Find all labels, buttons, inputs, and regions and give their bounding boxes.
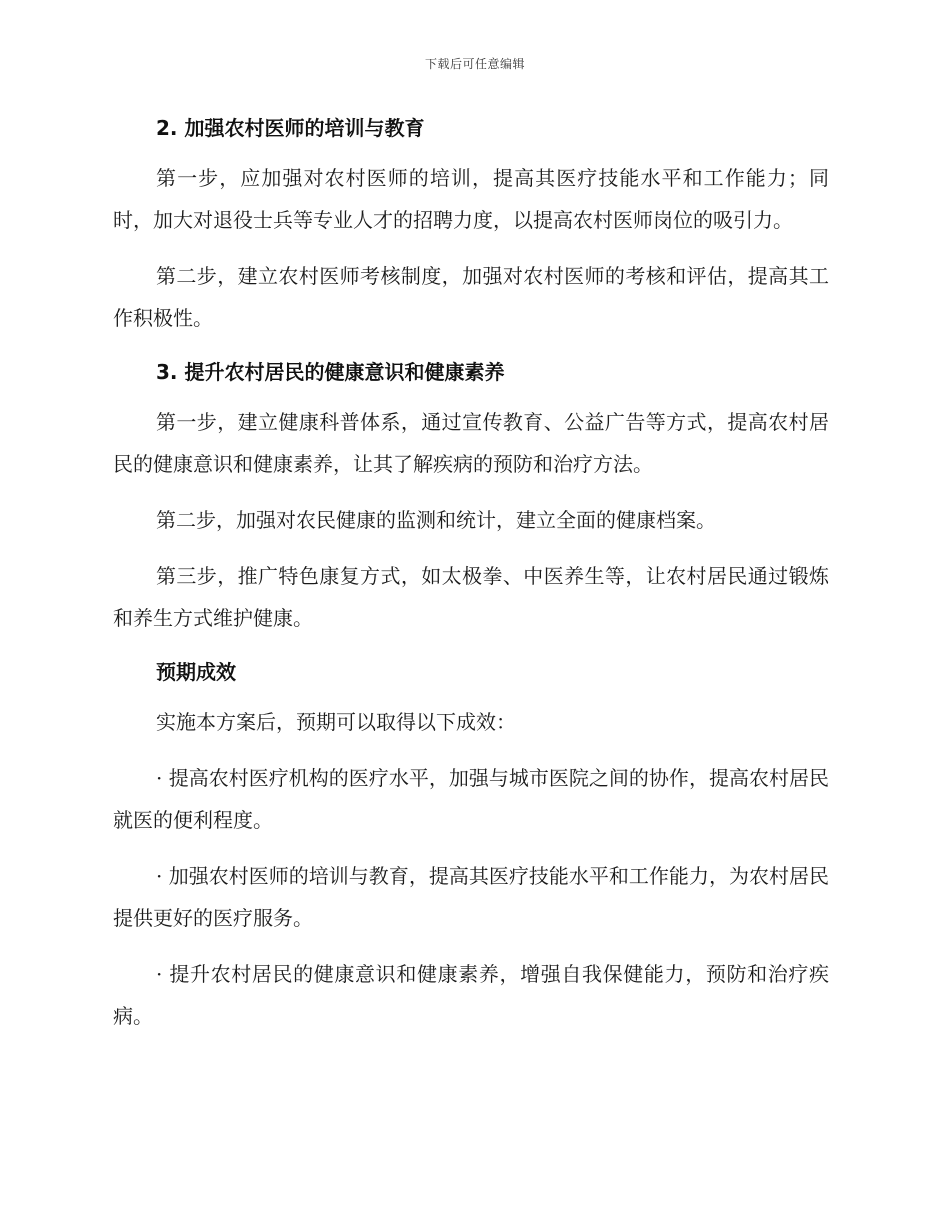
section-heading-training: 2. 加强农村医师的培训与教育 [156, 116, 425, 140]
paragraph: 第一步，建立健康科普体系，通过宣传教育、公益广告等方式，提高农村居民的健康意识和健康素养，让其了解疾病的预防和治疗方法。 [113, 410, 829, 476]
section-heading-expected-results: 预期成效 [156, 660, 236, 684]
bullet-item: · 提升农村居民的健康意识和健康素养，增强自我保健能力，预防和治疗疾病。 [113, 962, 829, 1028]
paragraph: 实施本方案后，预期可以取得以下成效： [156, 710, 516, 734]
paragraph: 第二步，建立农村医师考核制度，加强对农村医师的考核和评估，提高其工作积极性。 [113, 264, 829, 330]
paragraph: 第二步，加强对农民健康的监测和统计，建立全面的健康档案。 [156, 508, 716, 532]
paragraph: 第三步，推广特色康复方式，如太极拳、中医养生等，让农村居民通过锻炼和养生方式维护健康。 [113, 564, 829, 630]
document-body [113, 113, 829, 1037]
paragraph: 第一步，应加强对农村医师的培训，提高其医疗技能水平和工作能力；同时，加大对退役士兵等专业人才的招聘力度，以提高农村医师岗位的吸引力。 [113, 166, 829, 232]
bullet-item: · 提高农村医疗机构的医疗水平，加强与城市医院之间的协作，提高农村居民就医的便利程度。 [113, 766, 829, 832]
section-heading-health-awareness: 3. 提升农村居民的健康意识和健康素养 [156, 360, 505, 384]
bullet-item: · 加强农村医师的培训与教育，提高其医疗技能水平和工作能力，为农村居民提供更好的医疗服务。 [113, 864, 829, 930]
header-note: 下载后可任意编辑 [424, 57, 525, 71]
